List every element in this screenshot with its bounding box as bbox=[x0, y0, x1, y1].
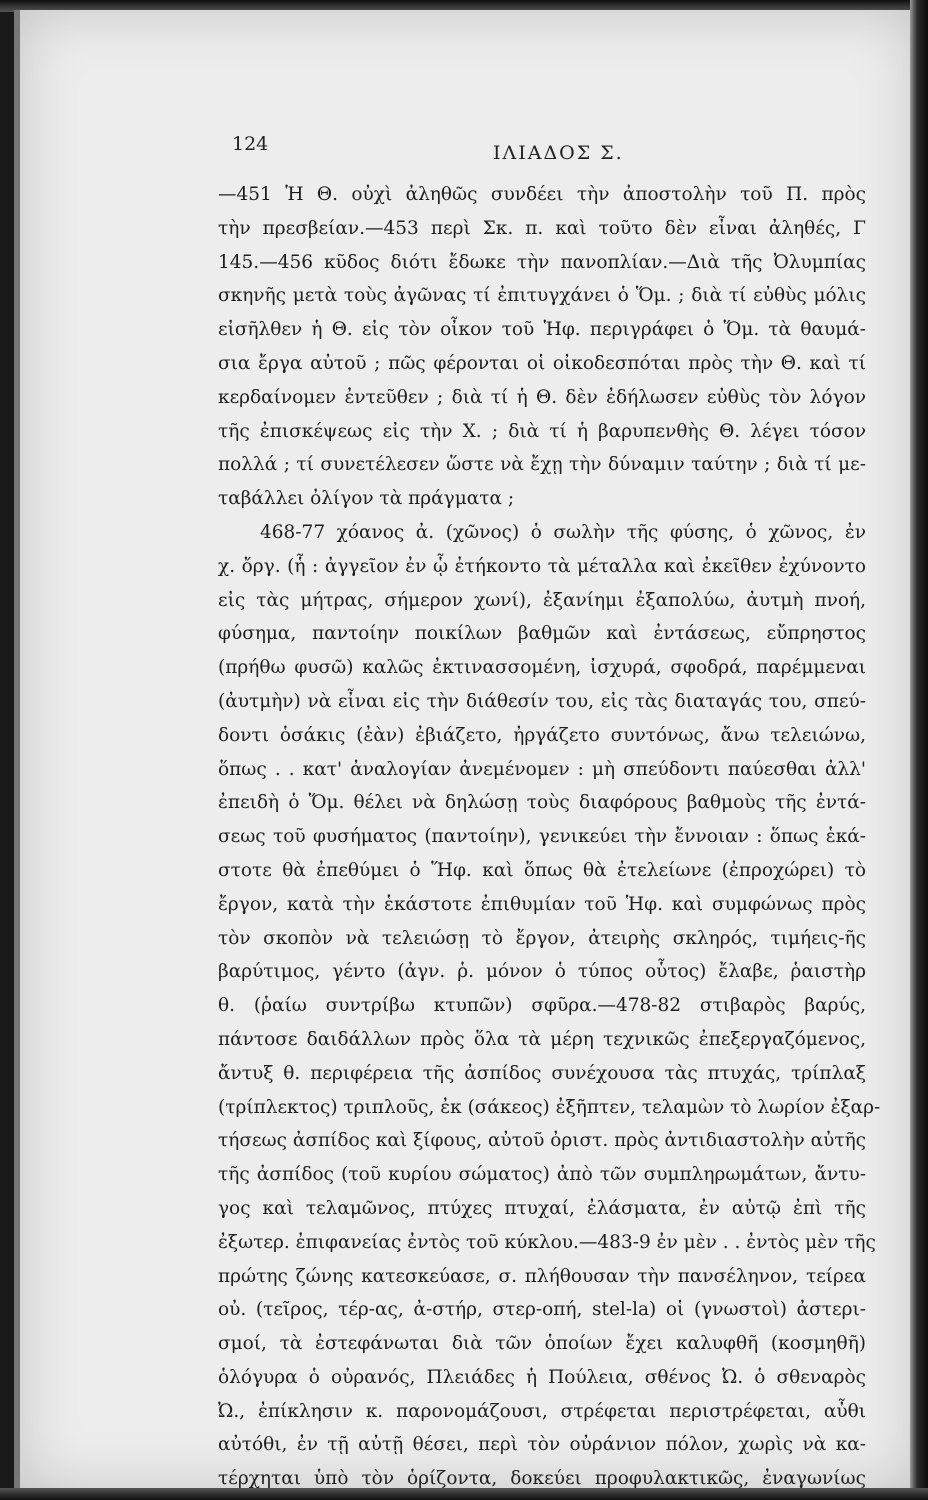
text-line: (τρίπλεκτος) τριπλοῦς, ἐκ (σάκεος) ἐξῆπτεν, τελαμὼν τὸ λωρίον ἐξαρ- bbox=[218, 1096, 881, 1118]
text-line: πάντοσε δαιδάλλων πρὸς ὅλα τὰ μέρη τεχνικῶς ἐπεξεργαζόμενος, bbox=[218, 1028, 866, 1050]
text-line: τῆς ἐπισκέψεως εἰς τὴν Χ. ; διὰ τί ἡ βαρυπενθὴς Θ. λέγει τόσον bbox=[218, 420, 866, 442]
text-line: τέρχηται ὑπὸ τὸν ὁρίζοντα, δοκεύει προφυλακτικῶς, ἐναγωνίως bbox=[218, 1468, 866, 1490]
text-line: σκηνῆς μετὰ τοὺς ἀγῶνας τί ἐπιτυγχάνει ὁ Ὅμ. ; διὰ τί εὐθὺς μόλις bbox=[218, 285, 866, 307]
book-spine-edge bbox=[910, 0, 928, 1500]
text-line: εἰς τὰς μήτρας, σήμερον χωνί), ἐξανίημι ἐξαπολύω, ἀυτμὴ πνοή, bbox=[218, 589, 866, 611]
text-line: ἄντυξ θ. περιφέρεια τῆς ἀσπίδος συνέχουσα τὰς πτυχάς, τρίπλαξ bbox=[218, 1062, 866, 1084]
text-line: τὴν πρεσβείαν.—453 περὶ Σκ. π. καὶ τοῦτο δὲν εἶναι ἀληθές, Γ bbox=[218, 217, 866, 239]
text-line: οὐ. (τεῖρος, τέρ-ας, ἀ-στήρ, στερ-οπή, stel-la) οἱ (γνωστοὶ) ἀστερι- bbox=[218, 1299, 866, 1321]
text-line: κερδαίνομεν ἐντεῦθεν ; διὰ τί ἡ Θ. δὲν ἐδήλωσεν εὐθὺς τὸν λόγον bbox=[218, 386, 866, 408]
text-line: χ. ὄργ. (ἧ : ἀγγεῖον ἐν ᾧ ἐτήκοντο τὰ μέταλλα καὶ ἐκεῖθεν ἐχύνοντο bbox=[218, 555, 866, 577]
text-line: δοντι ὁσάκις (ἐὰν) ἐβιάζετο, ἠργάζετο συντόνως, ἄνω τελειώνω, bbox=[218, 724, 866, 746]
text-line: θ. (ῥαίω συντρίβω κτυπῶν) σφῦρα.—478-82 στιβαρὸς βαρύς, bbox=[218, 995, 866, 1017]
text-line: τὸν σκοπὸν νὰ τελειώσῃ τὸ ἔργον, ἀτειρὴς σκληρός, τιμήεις-ῆς bbox=[218, 927, 866, 949]
body-text bbox=[218, 178, 881, 1496]
text-line: εἰσῆλθεν ἡ Θ. εἰς τὸν οἶκον τοῦ Ἡφ. περιγράφει ὁ Ὅμ. τὰ θαυμά- bbox=[218, 319, 866, 341]
text-line: πρώτης ζώνης κατεσκεύασε, σ. πλήθουσαν τὴν πανσέληνον, τείρεα bbox=[218, 1265, 866, 1287]
text-line: πολλά ; τί συνετέλεσεν ὥστε νὰ ἔχῃ τὴν δύναμιν ταύτην ; διὰ τί με- bbox=[218, 454, 866, 476]
text-line: ταβάλλει ὀλίγον τὰ πράγματα ; bbox=[218, 488, 515, 510]
text-line: Ὠ., ἐπίκλησιν κ. παρονομάζουσι, στρέφεται περιστρέφεται, αὖθι bbox=[218, 1400, 866, 1422]
text-line: ὁλόγυρα ὁ οὐρανός, Πλειάδες ἡ Πούλεια, σθένος Ὠ. ὁ σθεναρὸς bbox=[218, 1366, 866, 1388]
text-line: σια ἔργα αὐτοῦ ; πῶς φέρονται οἱ οἰκοδεσπόται πρὸς τὴν Θ. καὶ τί bbox=[218, 352, 866, 374]
running-title: ΙΛΙΑΔΟΣ Σ. bbox=[493, 142, 624, 164]
text-line: σμοί, τὰ ἐστεφάνωται διὰ τῶν ὁποίων ἔχει καλυφθῆ (κοσμηθῆ) bbox=[218, 1333, 866, 1355]
text-line: ἐξωτερ. ἐπιφανείας ἐντὸς τοῦ κύκλου.—483-9 ἐν μὲν . . ἐντὸς μὲν τῆς bbox=[218, 1231, 876, 1253]
text-line: τήσεως ἀσπίδος καὶ ξίφους, αὐτοῦ ὀριστ. πρὸς ἀντιδιαστολὴν αὐτῆς bbox=[218, 1130, 867, 1152]
text-line: σεως τοῦ φυσήματος (παντοίην), γενικεύει τὴν ἔννοιαν : ὅπως ἑκά- bbox=[218, 826, 866, 848]
text-line: φύσημα, παντοίην ποικίλων βαθμῶν καὶ ἐντάσεως, εὔπρηστος bbox=[218, 623, 866, 645]
text-line: στοτε θὰ ἐπεθύμει ὁ Ἥφ. καὶ ὅπως θὰ ἐτελείωνε (ἐπροχώρει) τὸ bbox=[218, 859, 866, 881]
text-line: ἔργον, κατὰ τὴν ἑκάστοτε ἐπιθυμίαν τοῦ Ἡφ. καὶ συμφώνως πρὸς bbox=[218, 893, 866, 915]
text-line: αὐτόθι, ἐν τῇ αὐτῇ θέσει, περὶ τὸν οὐράνιον πόλον, χωρὶς νὰ κα- bbox=[218, 1434, 866, 1456]
text-line: βαρύτιμος, γέντο (ἀγν. ῥ. μόνον ὁ τύπος οὗτος) ἔλαβε, ῥαιστὴρ bbox=[218, 961, 866, 983]
text-line: ἐπειδὴ ὁ Ὅμ. θέλει νὰ δηλώσῃ τοὺς διαφόρους βαθμοὺς τῆς ἐντά- bbox=[218, 792, 866, 814]
text-line: γος καὶ τελαμῶνος, πτύχες πτυχαί, ἐλάσματα, ἐν αὐτῷ ἐπὶ τῆς bbox=[218, 1197, 866, 1219]
text-line: τῆς ἀσπίδος (τοῦ κυρίου σώματος) ἀπὸ τῶν συμπληρωμάτων, ἄντυ- bbox=[218, 1164, 866, 1186]
text-line: ὅπως . . κατ' ἀναλογίαν ἀνεμένομεν : μὴ σπεύδοντι παύεσθαι ἀλλ' bbox=[218, 758, 866, 780]
text-line: (ἀυτμὴν) νὰ εἶναι εἰς τὴν διάθεσίν του, εἰς τὰς διαταγάς του, σπεύ- bbox=[218, 690, 866, 712]
text-line: 468-77 χόανος ἀ. (χῶνος) ὁ σωλὴν τῆς φύσης, ὁ χῶνος, ἐν bbox=[260, 521, 866, 543]
text-line: —451 Ἡ Θ. οὐχὶ ἀληθῶς συνδέει τὴν ἀποστολὴν τοῦ Π. πρὸς bbox=[218, 184, 866, 205]
page-number: 124 bbox=[232, 133, 269, 155]
text-line: (πρήθω φυσῶ) καλῶς ἐκτινασσομένη, ἰσχυρά, σφοδρά, παρέμμεναι bbox=[218, 657, 866, 679]
text-line: 145.—456 κῦδος διότι ἔδωκε τὴν πανοπλίαν.—Διὰ τῆς Ὀλυμπίας bbox=[218, 251, 866, 273]
